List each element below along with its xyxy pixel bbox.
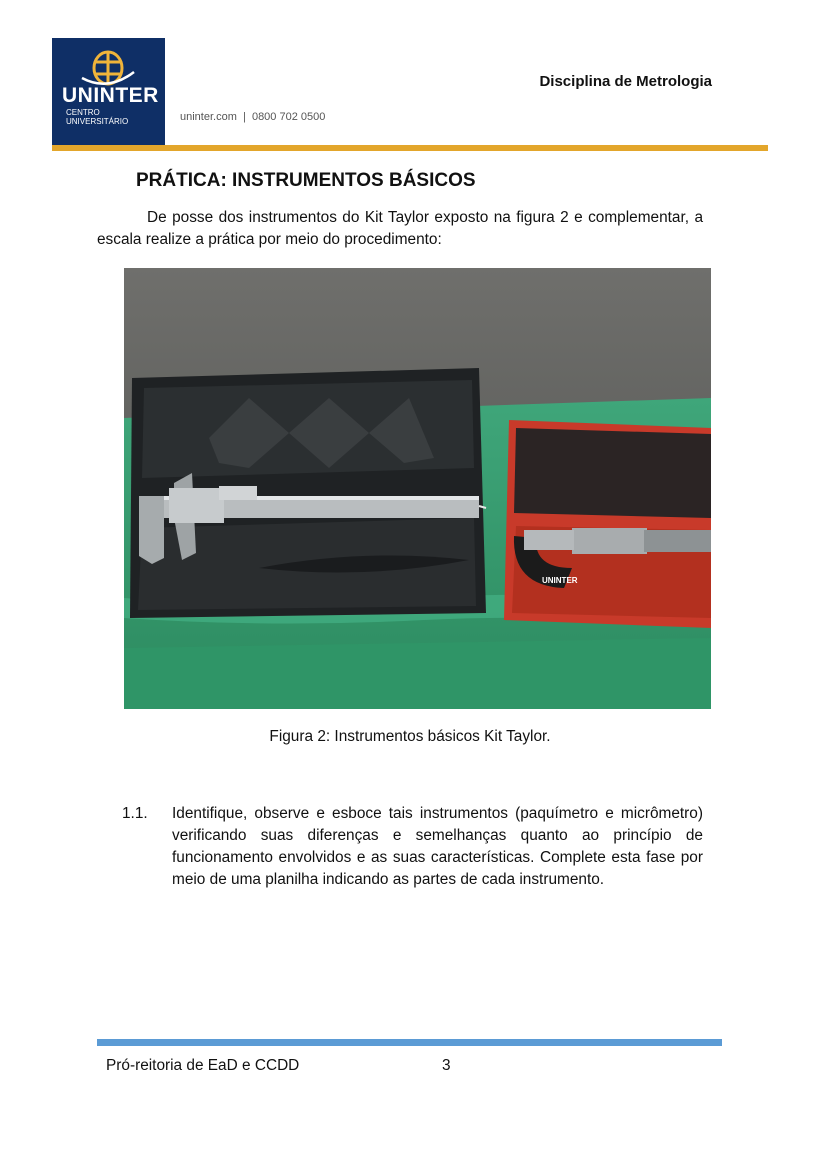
uninter-logo (52, 38, 165, 145)
figure-caption: Figura 2: Instrumentos básicos Kit Taylor. (269, 728, 551, 745)
logo-subtitle-line2: UNIVERSITÁRIO (66, 117, 129, 126)
header-divider (52, 145, 768, 151)
page-number: 3 (442, 1057, 451, 1074)
header-contact: uninter.com | 0800 702 0500 (180, 111, 326, 123)
footer-department: Pró-reitoria de EaD e CCDD (106, 1057, 300, 1074)
kit-taylor-photo (124, 268, 711, 709)
list-item-number: 1.1. (122, 805, 148, 822)
logo-name: UNINTER (62, 84, 159, 107)
list-item-text: Identifique, observe e esboce tais instrumentos (paquímetro e micrômetro) verificando suas diferenças e semelhanças quanto ao princípio de funcionamento envolvidos e as suas características. Complete esta fase por meio de uma planilha indicando as partes de cada instrumento. (172, 805, 703, 888)
logo-subtitle-line1: CENTRO (66, 108, 100, 117)
intro-paragraph: De posse dos instrumentos do Kit Taylor exposto na figura 2 e complementar, a escala realize a prática por meio do procedimento: (97, 209, 703, 248)
footer-divider (97, 1039, 722, 1046)
micrometer-brand: UNINTER (542, 576, 578, 585)
discipline-title: Disciplina de Metrologia (539, 73, 712, 90)
logo-subtitle (66, 108, 162, 126)
section-title: PRÁTICA: INSTRUMENTOS BÁSICOS (136, 170, 476, 191)
globe-logo-icon (78, 48, 138, 88)
